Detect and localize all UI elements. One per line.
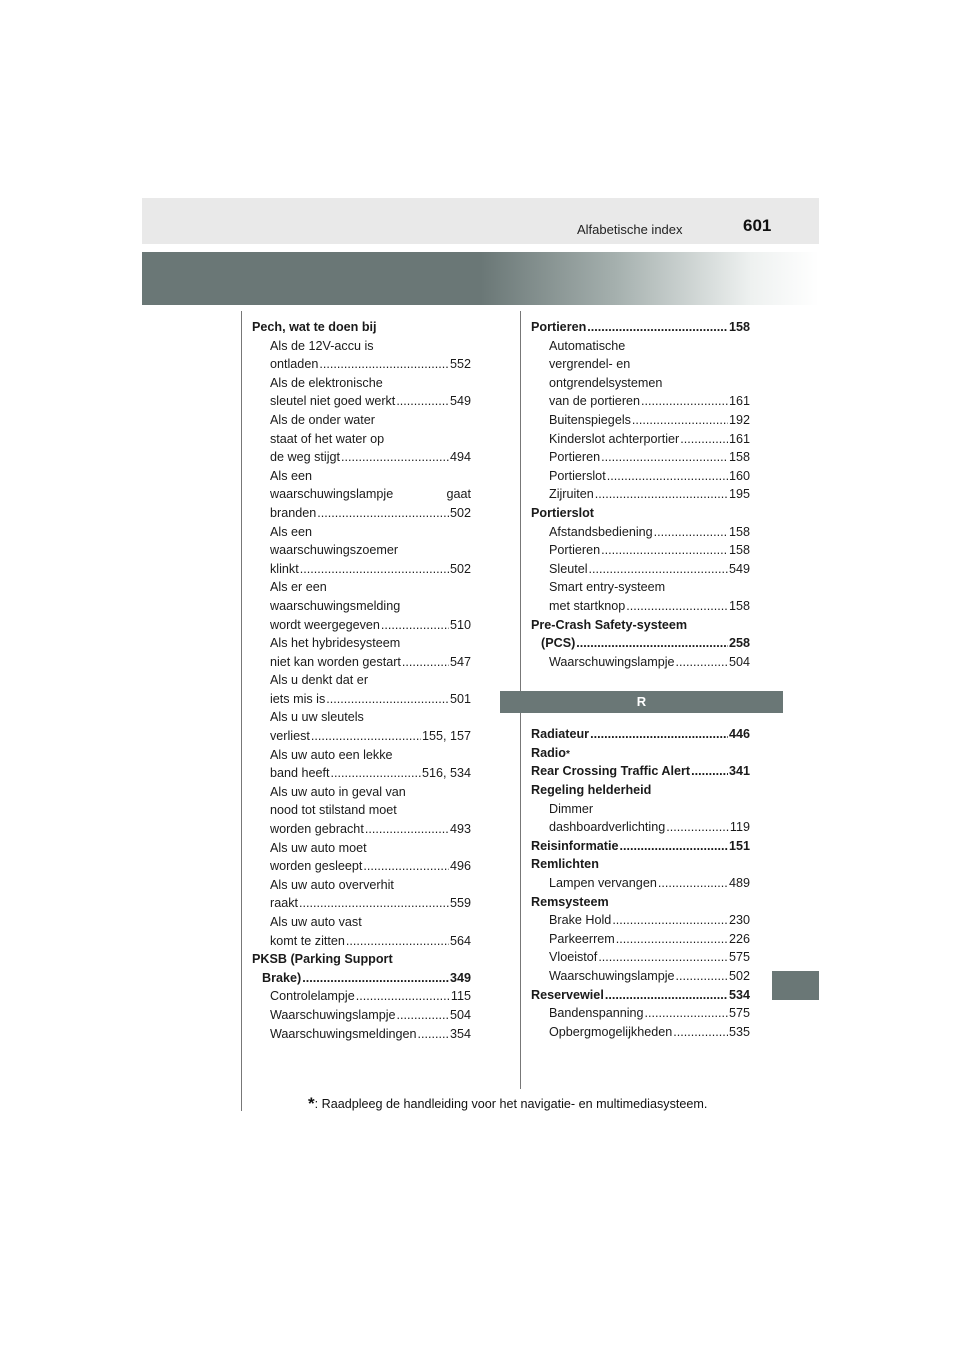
dot-leader bbox=[396, 392, 449, 411]
index-entry bbox=[252, 318, 471, 337]
index-entry bbox=[531, 541, 750, 560]
entry-term: de weg stijgt bbox=[270, 450, 341, 465]
entry-page-ref[interactable]: 549 bbox=[728, 561, 750, 576]
entry-term: Radio bbox=[531, 745, 566, 760]
dot-leader bbox=[601, 448, 728, 467]
index-entry bbox=[531, 523, 750, 542]
entry-term: (PCS) bbox=[541, 636, 576, 651]
entry-term: Pre-Crash Safety-systeem bbox=[531, 617, 688, 632]
entry-term: ontladen bbox=[270, 357, 319, 372]
entry-term: Lampen vervangen bbox=[549, 876, 657, 891]
entry-term: staat of het water op bbox=[270, 431, 385, 446]
dot-leader bbox=[616, 930, 728, 949]
entry-term: klinkt bbox=[270, 561, 299, 576]
index-entry bbox=[531, 634, 750, 653]
entry-term: Portieren bbox=[531, 320, 587, 334]
index-entry bbox=[252, 411, 471, 430]
entry-term: Kinderslot achterportier bbox=[549, 431, 680, 446]
entry-term: Brake) bbox=[262, 970, 302, 985]
dot-leader bbox=[673, 1023, 728, 1042]
entry-term: Radiateur bbox=[531, 727, 590, 742]
index-entry bbox=[531, 467, 750, 486]
entry-page-ref[interactable]: 160 bbox=[728, 468, 750, 483]
entry-page-ref[interactable]: 502 bbox=[449, 505, 471, 520]
index-entry bbox=[531, 318, 750, 337]
index-entry bbox=[252, 374, 471, 393]
page-number: 601 bbox=[743, 216, 772, 235]
entry-term: Remlichten bbox=[531, 857, 599, 872]
index-entry: Radio * bbox=[531, 744, 750, 763]
index-entry bbox=[531, 504, 750, 523]
entry-term: Reservewiel bbox=[531, 987, 604, 1002]
entry-term: Portieren bbox=[549, 450, 601, 465]
entry-term: Buitenspiegels bbox=[549, 412, 631, 427]
entry-page-ref[interactable]: 575 bbox=[728, 950, 750, 965]
entry-page-ref[interactable]: 575 bbox=[728, 1006, 750, 1021]
entry-term: waarschuwingsmelding bbox=[270, 598, 401, 613]
entry-page-ref[interactable]: 258 bbox=[728, 636, 750, 651]
entry-term: Vloeistof bbox=[549, 950, 598, 965]
dot-leader bbox=[598, 948, 728, 967]
dot-leader bbox=[676, 967, 728, 986]
entry-term: branden bbox=[270, 505, 317, 520]
entry-page-ref[interactable]: 494 bbox=[449, 450, 471, 465]
index-entry bbox=[531, 855, 750, 874]
index-entry bbox=[531, 616, 750, 635]
dot-leader bbox=[605, 986, 728, 1005]
entry-term: Als er een bbox=[270, 580, 327, 595]
entry-page-ref[interactable]: 155, 157 bbox=[421, 729, 471, 744]
entry-term: Als u denkt dat er bbox=[270, 673, 369, 688]
index-entry bbox=[252, 708, 471, 727]
entry-page-ref[interactable]: 158 bbox=[728, 450, 750, 465]
entry-page-ref[interactable]: 161 bbox=[728, 431, 750, 446]
entry-term: Als uw auto vast bbox=[270, 915, 362, 929]
index-entry bbox=[531, 986, 750, 1005]
entry-page-ref[interactable]: 192 bbox=[728, 412, 750, 427]
dot-leader bbox=[363, 857, 449, 876]
index-entry bbox=[252, 894, 471, 913]
entry-term: raakt bbox=[270, 896, 298, 911]
index-entry bbox=[531, 430, 750, 449]
dot-leader bbox=[587, 318, 728, 337]
entry-page-ref[interactable]: 446 bbox=[728, 727, 750, 742]
entry-term: Als de onder water bbox=[270, 412, 376, 427]
index-entry bbox=[252, 485, 471, 504]
entry-page-ref[interactable]: 535 bbox=[728, 1024, 750, 1039]
index-entry bbox=[531, 818, 750, 837]
dot-leader bbox=[595, 485, 728, 504]
dot-leader bbox=[666, 818, 729, 837]
entry-page-ref[interactable]: 549 bbox=[449, 394, 471, 409]
entry-page-ref[interactable]: 552 bbox=[449, 357, 471, 372]
index-entry bbox=[531, 911, 750, 930]
index-entry bbox=[252, 746, 471, 765]
entry-term: met startknop bbox=[549, 598, 626, 613]
dot-leader bbox=[601, 541, 728, 560]
dot-leader bbox=[658, 874, 728, 893]
index-entry bbox=[531, 1023, 750, 1042]
index-entry bbox=[531, 485, 750, 504]
entry-page-ref[interactable]: 502 bbox=[449, 561, 471, 576]
entry-page-ref[interactable]: 510 bbox=[449, 617, 471, 632]
entry-page-ref[interactable]: 226 bbox=[728, 931, 750, 946]
index-entry bbox=[531, 930, 750, 949]
dot-leader bbox=[397, 1006, 449, 1025]
entry-page-ref[interactable]: 493 bbox=[449, 822, 471, 837]
entry-page-ref[interactable]: 161 bbox=[728, 394, 750, 409]
dot-leader bbox=[619, 837, 728, 856]
entry-page-ref[interactable]: 516, 534 bbox=[421, 766, 471, 781]
footnote-text: : Raadpleeg de handleiding voor het navigatie- en multimediasysteem. bbox=[314, 1097, 708, 1111]
index-entry bbox=[252, 504, 471, 523]
dot-leader bbox=[341, 448, 449, 467]
entry-term: Brake Hold bbox=[549, 913, 612, 928]
entry-term: Als het hybridesysteem bbox=[270, 636, 401, 651]
index-entry bbox=[252, 653, 471, 672]
entry-term: nood tot stilstand moet bbox=[270, 803, 397, 818]
dot-leader bbox=[607, 467, 728, 486]
dot-leader bbox=[299, 894, 449, 913]
index-entry bbox=[252, 523, 471, 542]
entry-term: band heeft bbox=[270, 766, 330, 781]
index-entry bbox=[252, 337, 471, 356]
left-margin-rule bbox=[241, 311, 242, 1111]
index-entry bbox=[252, 690, 471, 709]
entry-term: sleutel niet goed werkt bbox=[270, 394, 396, 409]
dot-leader bbox=[654, 523, 728, 542]
entry-page-ref[interactable]: 119 bbox=[729, 820, 750, 835]
dot-leader bbox=[319, 355, 449, 374]
index-entry bbox=[252, 597, 471, 616]
index-entry bbox=[252, 355, 471, 374]
entry-term: Bandenspanning bbox=[549, 1006, 644, 1021]
index-entry bbox=[531, 374, 750, 393]
entry-term: Als een bbox=[270, 468, 313, 483]
index-entry bbox=[252, 969, 471, 988]
index-entry bbox=[252, 616, 471, 635]
entry-term: Automatische bbox=[549, 338, 626, 353]
index-entry bbox=[531, 837, 750, 856]
entry-term: worden gebracht bbox=[270, 822, 364, 837]
entry-page-ref[interactable]: 489 bbox=[728, 876, 750, 891]
entry-page-ref[interactable]: 341 bbox=[728, 764, 750, 779]
entry-page-ref[interactable]: 115 bbox=[450, 989, 471, 1004]
entry-term: Remsysteem bbox=[531, 894, 609, 909]
index-entry bbox=[531, 355, 750, 374]
dot-leader bbox=[381, 616, 449, 635]
index-entry bbox=[531, 448, 750, 467]
entry-term: Pech, wat te doen bij bbox=[252, 320, 377, 334]
index-entry bbox=[252, 578, 471, 597]
entry-term: Reisinformatie bbox=[531, 838, 619, 853]
index-entry bbox=[531, 874, 750, 893]
index-entry bbox=[252, 764, 471, 783]
index-entry bbox=[531, 597, 750, 616]
index-entry bbox=[531, 762, 750, 781]
entry-term: Portieren bbox=[549, 543, 601, 558]
entry-term: Portierslot bbox=[549, 468, 606, 483]
entry-page-ref[interactable]: 501 bbox=[449, 691, 471, 706]
entry-term: verliest bbox=[270, 729, 310, 744]
entry-term: Waarschuwingslampje bbox=[270, 1007, 396, 1022]
index-entry bbox=[252, 950, 471, 969]
entry-term: dashboardverlichting bbox=[549, 820, 666, 835]
entry-page-ref[interactable]: 504 bbox=[449, 1007, 471, 1022]
entry-term: worden gesleept bbox=[270, 859, 363, 874]
index-entry bbox=[252, 671, 471, 690]
index-entry bbox=[252, 448, 471, 467]
index-entry bbox=[252, 876, 471, 895]
index-entry bbox=[252, 913, 471, 932]
entry-page-ref[interactable]: 158 bbox=[728, 543, 750, 558]
index-entry bbox=[252, 1006, 471, 1025]
entry-page-ref[interactable]: 354 bbox=[449, 1026, 471, 1041]
entry-term: komt te zitten bbox=[270, 933, 345, 948]
index-entry bbox=[252, 727, 471, 746]
section-title: Alfabetische index bbox=[577, 222, 683, 237]
entry-page-ref[interactable]: 534 bbox=[728, 987, 750, 1002]
dot-leader bbox=[302, 969, 449, 988]
dot-leader bbox=[626, 597, 728, 616]
dot-leader bbox=[612, 911, 728, 930]
index-entry bbox=[531, 800, 750, 819]
entry-page-ref[interactable]: 151 bbox=[728, 838, 750, 853]
dot-leader bbox=[311, 727, 421, 746]
dot-leader bbox=[365, 820, 449, 839]
entry-term: Regeling helderheid bbox=[531, 783, 652, 798]
index-entry bbox=[531, 893, 750, 912]
entry-term: Rear Crossing Traffic Alert bbox=[531, 764, 691, 779]
index-entry bbox=[252, 560, 471, 579]
footnote-marker: * bbox=[308, 1094, 315, 1113]
entry-page-ref[interactable]: 349 bbox=[449, 970, 471, 985]
entry-term: Waarschuwingslampje bbox=[549, 654, 675, 669]
index-entry bbox=[531, 560, 750, 579]
entry-term: PKSB (Parking Support bbox=[252, 952, 393, 967]
entry-page-ref[interactable]: 158 bbox=[728, 598, 750, 613]
dot-leader bbox=[418, 1025, 449, 1044]
index-entry bbox=[252, 839, 471, 858]
index-entry bbox=[252, 783, 471, 802]
index-entry bbox=[252, 634, 471, 653]
index-entry bbox=[252, 1025, 471, 1044]
index-entry bbox=[531, 967, 750, 986]
index-entry bbox=[531, 781, 750, 800]
index-entry bbox=[252, 801, 471, 820]
entry-page-ref[interactable]: 502 bbox=[728, 969, 750, 983]
index-entry bbox=[252, 430, 471, 449]
entry-term: Smart entry-systeem bbox=[549, 580, 666, 595]
index-entry bbox=[531, 392, 750, 411]
index-entry bbox=[531, 411, 750, 430]
entry-term: Controlelampje bbox=[270, 989, 355, 1004]
index-entry bbox=[531, 725, 750, 744]
entry-page-ref[interactable]: 504 bbox=[728, 654, 750, 669]
entry-term: Als uw auto oververhit bbox=[270, 877, 394, 892]
entry-term: ontgrendelsystemen bbox=[549, 375, 663, 390]
entry-term: niet kan worden gestart bbox=[270, 654, 401, 669]
entry-term: Waarschuwingsmeldingen bbox=[270, 1026, 417, 1041]
index-entry bbox=[531, 337, 750, 356]
entry-page-ref[interactable]: 496 bbox=[449, 859, 471, 874]
entry-term: vergrendel- en bbox=[549, 357, 631, 372]
index-entry bbox=[531, 948, 750, 967]
entry-term: Dimmer bbox=[549, 801, 594, 816]
entry-page-ref[interactable]: 158 bbox=[728, 524, 750, 539]
dot-leader bbox=[590, 725, 728, 744]
chapter-side-tab bbox=[772, 971, 819, 1000]
entry-page-ref[interactable]: 158 bbox=[728, 320, 750, 334]
dot-leader bbox=[632, 411, 728, 430]
entry-term: Als uw auto een lekke bbox=[270, 747, 393, 762]
entry-term: Zijruiten bbox=[549, 487, 594, 502]
dot-leader bbox=[326, 690, 449, 709]
entry-term: Als een bbox=[270, 524, 313, 539]
dot-leader bbox=[676, 653, 728, 672]
index-column-right bbox=[531, 318, 750, 1041]
index-entry bbox=[531, 653, 750, 672]
entry-page-ref[interactable]: 230 bbox=[728, 913, 750, 928]
dot-leader bbox=[317, 504, 449, 523]
index-entry bbox=[531, 578, 750, 597]
dot-leader bbox=[356, 987, 450, 1006]
entry-term: Als u uw sleutels bbox=[270, 710, 364, 725]
index-entry bbox=[252, 467, 471, 486]
dot-leader bbox=[402, 653, 449, 672]
dot-leader bbox=[589, 560, 728, 579]
entry-term: van de portieren bbox=[549, 394, 641, 409]
entry-term-continued: gaat bbox=[446, 487, 471, 502]
entry-term: Parkeerrem bbox=[549, 931, 615, 946]
entry-term: Als uw auto moet bbox=[270, 840, 367, 855]
dot-leader bbox=[641, 392, 728, 411]
letter-heading: R bbox=[500, 691, 783, 713]
entry-term: Als de elektronische bbox=[270, 375, 383, 390]
entry-term: iets mis is bbox=[270, 691, 326, 706]
dot-leader bbox=[346, 932, 449, 951]
index-entry bbox=[252, 820, 471, 839]
dot-leader bbox=[645, 1004, 728, 1023]
index-entry bbox=[252, 392, 471, 411]
entry-page-ref[interactable]: 564 bbox=[449, 933, 471, 948]
entry-term: Als uw auto in geval van bbox=[270, 784, 406, 799]
entry-term: Als de 12V-accu is bbox=[270, 338, 374, 353]
dot-leader bbox=[680, 430, 728, 449]
dot-leader bbox=[576, 634, 728, 653]
index-entry bbox=[252, 541, 471, 560]
entry-term: waarschuwingszoemer bbox=[270, 543, 399, 558]
chapter-bar bbox=[142, 252, 819, 305]
index-column-left bbox=[252, 318, 471, 1043]
index-entry bbox=[531, 1004, 750, 1023]
dot-leader bbox=[691, 762, 728, 781]
index-entry bbox=[252, 857, 471, 876]
entry-page-ref[interactable]: 195 bbox=[728, 487, 750, 502]
entry-term: Portierslot bbox=[531, 505, 594, 520]
header-band bbox=[142, 198, 819, 244]
entry-term: Sleutel bbox=[549, 561, 588, 576]
entry-term: Waarschuwingslampje bbox=[549, 969, 675, 983]
entry-term: Opbergmogelijkheden bbox=[549, 1024, 673, 1039]
footnote bbox=[308, 1094, 707, 1114]
entry-term: waarschuwingslampje bbox=[270, 487, 394, 502]
entry-page-ref[interactable]: 559 bbox=[449, 896, 471, 911]
dot-leader bbox=[300, 560, 449, 579]
entry-term: wordt weergegeven bbox=[270, 617, 380, 632]
dot-leader bbox=[331, 764, 421, 783]
entry-term: Afstandsbediening bbox=[549, 524, 653, 539]
index-entry bbox=[252, 932, 471, 951]
entry-page-ref[interactable]: 547 bbox=[449, 654, 471, 669]
index-entry bbox=[252, 987, 471, 1006]
